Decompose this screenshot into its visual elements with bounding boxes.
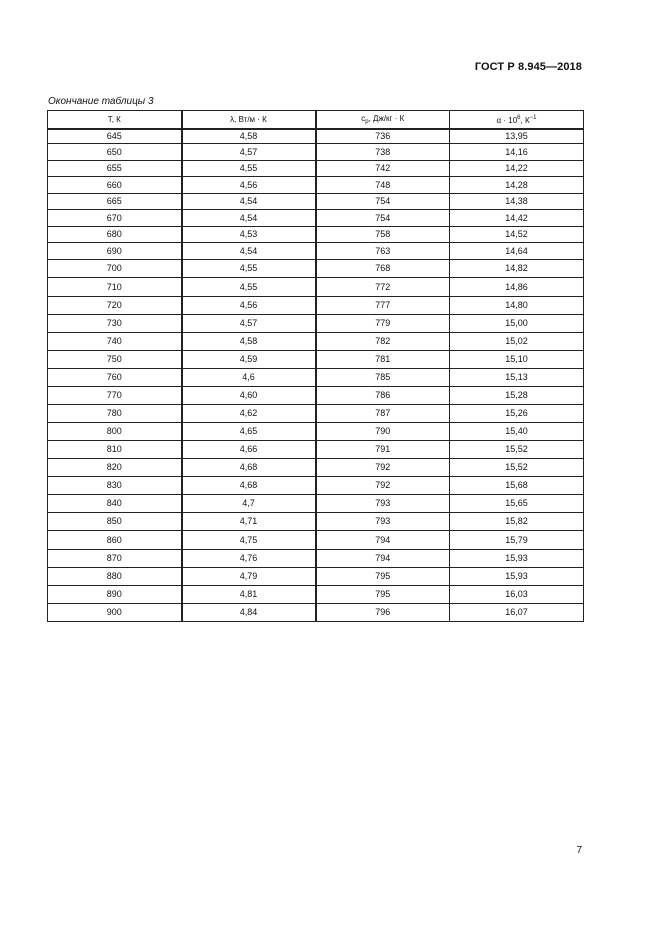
cell-heat-capacity: 795 <box>316 586 450 604</box>
cell-temperature: 655 <box>48 161 182 177</box>
table-row <box>48 210 584 227</box>
table-body <box>48 129 584 622</box>
cell-temperature: 900 <box>48 604 182 622</box>
cell-thermal-conductivity: 4,54 <box>182 243 316 260</box>
cell-thermal-conductivity: 4,7 <box>182 495 316 513</box>
cell-temperature: 700 <box>48 260 182 278</box>
cell-temperature: 740 <box>48 333 182 351</box>
cell-expansion-coefficient: 15,28 <box>450 387 584 405</box>
cell-thermal-conductivity: 4,6 <box>182 369 316 387</box>
cell-thermal-conductivity: 4,58 <box>182 333 316 351</box>
cell-expansion-coefficient: 14,28 <box>450 177 584 194</box>
table-row <box>48 194 584 210</box>
cell-temperature: 820 <box>48 459 182 477</box>
cell-temperature: 670 <box>48 210 182 227</box>
cell-heat-capacity: 758 <box>316 227 450 243</box>
cell-heat-capacity: 738 <box>316 144 450 161</box>
cell-expansion-coefficient: 15,93 <box>450 568 584 586</box>
cell-expansion-coefficient: 15,68 <box>450 477 584 495</box>
cell-thermal-conductivity: 4,56 <box>182 297 316 315</box>
cell-temperature: 750 <box>48 351 182 369</box>
table-row <box>48 129 584 144</box>
page-number: 7 <box>576 845 582 856</box>
cell-heat-capacity: 754 <box>316 194 450 210</box>
cell-expansion-coefficient: 14,80 <box>450 297 584 315</box>
cell-thermal-conductivity: 4,57 <box>182 315 316 333</box>
cell-expansion-coefficient: 16,03 <box>450 586 584 604</box>
cell-thermal-conductivity: 4,57 <box>182 144 316 161</box>
cell-temperature: 810 <box>48 441 182 459</box>
cell-temperature: 880 <box>48 568 182 586</box>
table-row <box>48 351 584 369</box>
cell-thermal-conductivity: 4,81 <box>182 586 316 604</box>
cell-thermal-conductivity: 4,58 <box>182 129 316 144</box>
cell-temperature: 780 <box>48 405 182 423</box>
cell-temperature: 660 <box>48 177 182 194</box>
cell-expansion-coefficient: 15,40 <box>450 423 584 441</box>
cell-thermal-conductivity: 4,68 <box>182 459 316 477</box>
cell-temperature: 850 <box>48 513 182 531</box>
cell-heat-capacity: 787 <box>316 405 450 423</box>
cell-temperature: 800 <box>48 423 182 441</box>
cell-heat-capacity: 763 <box>316 243 450 260</box>
cell-heat-capacity: 772 <box>316 278 450 297</box>
table-row <box>48 387 584 405</box>
cell-heat-capacity: 742 <box>316 161 450 177</box>
cell-expansion-coefficient: 14,86 <box>450 278 584 297</box>
cell-thermal-conductivity: 4,53 <box>182 227 316 243</box>
cell-heat-capacity: 794 <box>316 550 450 568</box>
cell-heat-capacity: 781 <box>316 351 450 369</box>
table-row <box>48 243 584 260</box>
table-row <box>48 177 584 194</box>
cell-temperature: 870 <box>48 550 182 568</box>
cell-heat-capacity: 779 <box>316 315 450 333</box>
cell-temperature: 730 <box>48 315 182 333</box>
cell-thermal-conductivity: 4,59 <box>182 351 316 369</box>
table-row <box>48 495 584 513</box>
cell-thermal-conductivity: 4,66 <box>182 441 316 459</box>
table-row <box>48 278 584 297</box>
cell-expansion-coefficient: 15,65 <box>450 495 584 513</box>
cell-temperature: 690 <box>48 243 182 260</box>
cell-thermal-conductivity: 4,54 <box>182 194 316 210</box>
cell-temperature: 860 <box>48 531 182 550</box>
document-code: ГОСТ Р 8.945—2018 <box>474 61 582 73</box>
cell-expansion-coefficient: 14,82 <box>450 260 584 278</box>
cell-heat-capacity: 790 <box>316 423 450 441</box>
table-row <box>48 550 584 568</box>
cell-expansion-coefficient: 14,64 <box>450 243 584 260</box>
cell-expansion-coefficient: 15,02 <box>450 333 584 351</box>
cell-thermal-conductivity: 4,60 <box>182 387 316 405</box>
cell-temperature: 645 <box>48 129 182 144</box>
cell-expansion-coefficient: 14,52 <box>450 227 584 243</box>
header-thermal-conductivity: λ, Вт/м · К <box>182 111 316 130</box>
table-row <box>48 568 584 586</box>
cell-temperature: 830 <box>48 477 182 495</box>
cell-heat-capacity: 777 <box>316 297 450 315</box>
table-row <box>48 513 584 531</box>
data-table <box>47 110 584 622</box>
cell-heat-capacity: 796 <box>316 604 450 622</box>
header-heat-capacity: $c_p$, Дж/кг · К <box>316 111 450 130</box>
cell-temperature: 890 <box>48 586 182 604</box>
cell-expansion-coefficient: 14,22 <box>450 161 584 177</box>
cell-expansion-coefficient: 15,13 <box>450 369 584 387</box>
cell-heat-capacity: 792 <box>316 459 450 477</box>
cell-expansion-coefficient: 15,52 <box>450 441 584 459</box>
table-row <box>48 161 584 177</box>
table-header-row <box>48 111 584 130</box>
cell-heat-capacity: 782 <box>316 333 450 351</box>
cell-temperature: 840 <box>48 495 182 513</box>
cell-expansion-coefficient: 15,26 <box>450 405 584 423</box>
cell-thermal-conductivity: 4,76 <box>182 550 316 568</box>
cell-temperature: 710 <box>48 278 182 297</box>
cell-thermal-conductivity: 4,65 <box>182 423 316 441</box>
cell-temperature: 680 <box>48 227 182 243</box>
cell-temperature: 760 <box>48 369 182 387</box>
table-row <box>48 604 584 622</box>
cell-heat-capacity: 793 <box>316 513 450 531</box>
cell-heat-capacity: 748 <box>316 177 450 194</box>
table-row <box>48 477 584 495</box>
cell-heat-capacity: 736 <box>316 129 450 144</box>
cell-expansion-coefficient: 16,07 <box>450 604 584 622</box>
table-row <box>48 144 584 161</box>
cell-thermal-conductivity: 4,55 <box>182 260 316 278</box>
cell-expansion-coefficient: 15,79 <box>450 531 584 550</box>
cell-heat-capacity: 794 <box>316 531 450 550</box>
cell-heat-capacity: 786 <box>316 387 450 405</box>
cell-expansion-coefficient: 14,38 <box>450 194 584 210</box>
cell-thermal-conductivity: 4,62 <box>182 405 316 423</box>
cell-heat-capacity: 754 <box>316 210 450 227</box>
cell-heat-capacity: 795 <box>316 568 450 586</box>
cell-expansion-coefficient: 15,10 <box>450 351 584 369</box>
table-row <box>48 423 584 441</box>
cell-thermal-conductivity: 4,68 <box>182 477 316 495</box>
cell-thermal-conductivity: 4,54 <box>182 210 316 227</box>
table-row <box>48 297 584 315</box>
cell-heat-capacity: 792 <box>316 477 450 495</box>
cell-temperature: 665 <box>48 194 182 210</box>
cell-heat-capacity: 793 <box>316 495 450 513</box>
cell-expansion-coefficient: 15,00 <box>450 315 584 333</box>
table-row <box>48 531 584 550</box>
cell-expansion-coefficient: 15,93 <box>450 550 584 568</box>
table-row <box>48 315 584 333</box>
cell-heat-capacity: 768 <box>316 260 450 278</box>
cell-heat-capacity: 785 <box>316 369 450 387</box>
table-row <box>48 260 584 278</box>
cell-thermal-conductivity: 4,71 <box>182 513 316 531</box>
table-row <box>48 405 584 423</box>
cell-expansion-coefficient: 15,82 <box>450 513 584 531</box>
cell-thermal-conductivity: 4,79 <box>182 568 316 586</box>
cell-thermal-conductivity: 4,55 <box>182 278 316 297</box>
cell-thermal-conductivity: 4,55 <box>182 161 316 177</box>
table-row <box>48 369 584 387</box>
cell-thermal-conductivity: 4,84 <box>182 604 316 622</box>
cell-expansion-coefficient: 15,52 <box>450 459 584 477</box>
cell-temperature: 650 <box>48 144 182 161</box>
cell-expansion-coefficient: 14,42 <box>450 210 584 227</box>
table-row <box>48 459 584 477</box>
cell-expansion-coefficient: 13,95 <box>450 129 584 144</box>
table-row <box>48 441 584 459</box>
header-temperature: T, К <box>48 111 182 130</box>
cell-thermal-conductivity: 4,56 <box>182 177 316 194</box>
cell-temperature: 720 <box>48 297 182 315</box>
table-row <box>48 227 584 243</box>
table-row <box>48 586 584 604</box>
table-row <box>48 333 584 351</box>
cell-expansion-coefficient: 14,16 <box>450 144 584 161</box>
header-expansion-coefficient: $\alpha \cdot 10^6$, $К^{-1}$ <box>450 111 584 130</box>
cell-temperature: 770 <box>48 387 182 405</box>
cell-heat-capacity: 791 <box>316 441 450 459</box>
table-caption: Окончание таблицы 3 <box>48 96 154 107</box>
cell-thermal-conductivity: 4,75 <box>182 531 316 550</box>
